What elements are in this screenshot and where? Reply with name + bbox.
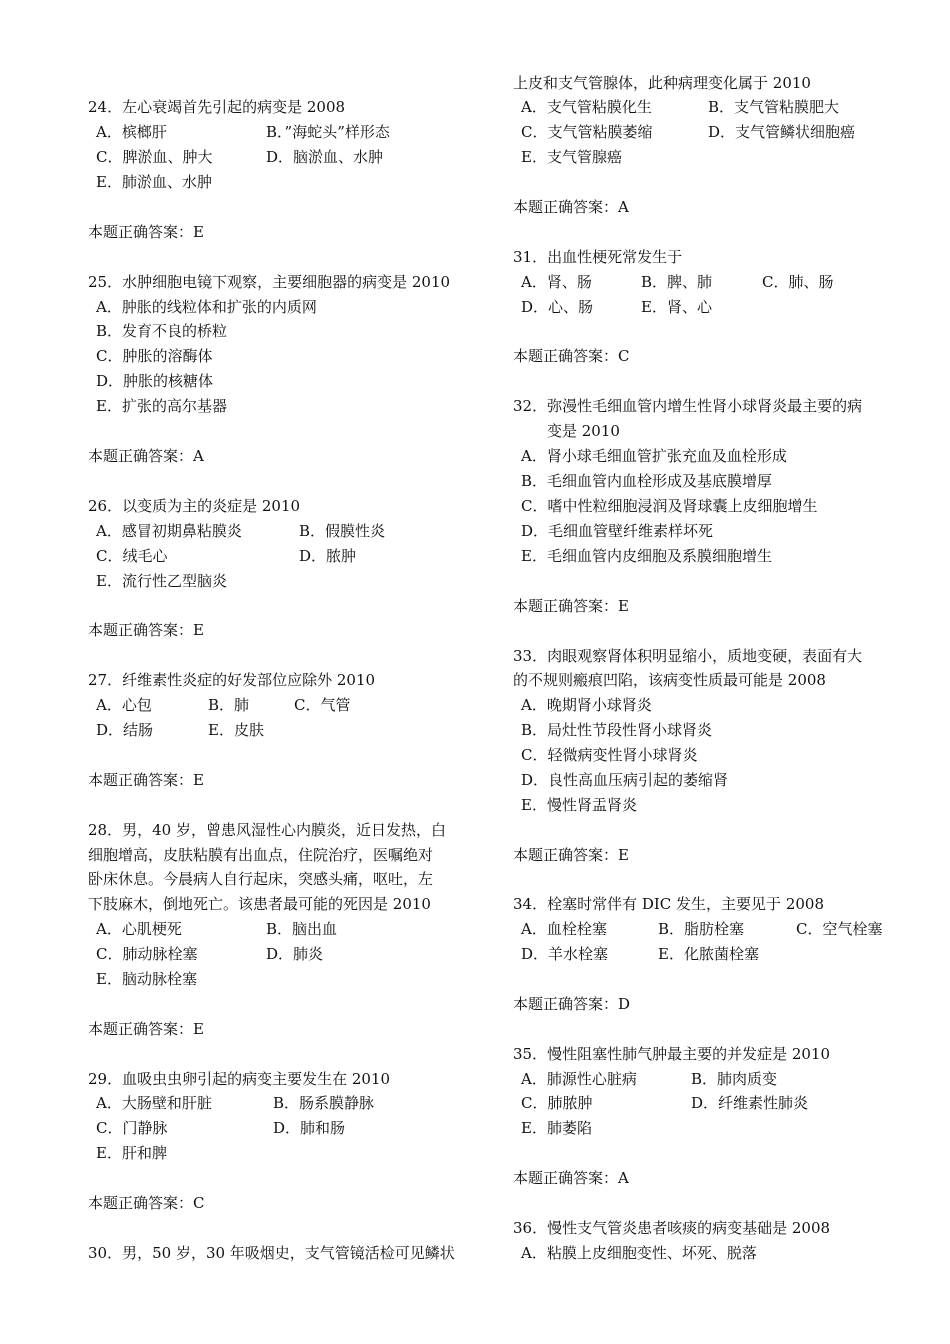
question-33-option-c: C．轻微病变性肾小球肾炎 <box>521 746 698 764</box>
question-34-option-b: B．脂肪栓塞 <box>658 920 745 938</box>
question-29-answer: 本题正确答案：C <box>88 1194 205 1212</box>
question-32-stem-line-1: 32．弥漫性毛细血管内增生性肾小球肾炎最主要的病 <box>513 397 863 415</box>
question-33-option-e: E．慢性肾盂肾炎 <box>521 796 637 814</box>
question-32-option-e: E．毛细血管内皮细胞及系膜细胞增生 <box>521 547 772 565</box>
question-28-stem-line-4: 下肢麻木，倒地死亡。该患者最可能的死因是 2010 <box>88 895 431 913</box>
question-30-stem-line-2: 上皮和支气管腺体，此种病理变化属于 2010 <box>513 74 811 92</box>
question-28-stem-line-2: 细胞增高，皮肤粘膜有出血点，住院治疗，医嘱绝对 <box>88 846 434 864</box>
question-26-option-a: A．感冒初期鼻粘膜炎 <box>96 522 242 540</box>
question-34-option-d: D．羊水栓塞 <box>521 945 609 963</box>
question-24-stem: 24．左心衰竭首先引起的病变是 2008 <box>88 98 346 116</box>
question-27-answer: 本题正确答案：E <box>88 771 204 789</box>
question-34-option-e: E．化脓菌栓塞 <box>658 945 759 963</box>
question-32-option-c: C．嗜中性粒细胞浸润及肾球囊上皮细胞增生 <box>521 497 818 515</box>
question-28-option-a: A．心肌梗死 <box>96 920 182 938</box>
question-26-stem: 26．以变质为主的炎症是 2010 <box>88 497 301 515</box>
question-24-option-a: A．槟榔肝 <box>96 123 167 141</box>
question-24-option-b: B．”海蛇头”样形态 <box>266 123 390 141</box>
question-29-option-b: B．肠系膜静脉 <box>273 1094 375 1112</box>
question-33-option-a: A．晚期肾小球肾炎 <box>521 696 652 714</box>
question-25-option-c: C．肿胀的溶酶体 <box>96 347 213 365</box>
question-27-option-c: C．气管 <box>294 696 351 714</box>
question-28-stem-line-3: 卧床休息。今晨病人自行起床，突感头痛，呕吐，左 <box>88 870 434 888</box>
question-35-option-a: A．肺源性心脏病 <box>521 1070 637 1088</box>
question-27-option-d: D．结肠 <box>96 721 154 739</box>
question-31-option-c: C．肺、肠 <box>762 273 834 291</box>
question-30-stem-line-1: 30．男，50 岁，30 年吸烟史，支气管镜活检可见鳞状 <box>88 1244 455 1262</box>
question-30-answer: 本题正确答案：A <box>513 198 629 216</box>
question-25-stem: 25．水肿细胞电镜下观察，主要细胞器的病变是 2010 <box>88 273 451 291</box>
question-33-stem-line-1: 33．肉眼观察肾体积明显缩小，质地变硬，表面有大 <box>513 647 863 665</box>
question-27-option-e: E．皮肤 <box>208 721 264 739</box>
question-36-stem: 36．慢性支气管炎患者咳痰的病变基础是 2008 <box>513 1219 831 1237</box>
question-30-option-d: D．支气管鳞状细胞癌 <box>708 123 856 141</box>
question-31-option-d: D．心、肠 <box>521 298 594 316</box>
question-33-stem-line-2: 的不规则瘢痕凹陷，该病变性质最可能是 2008 <box>513 671 826 689</box>
question-28-option-b: B．脑出血 <box>266 920 338 938</box>
question-33-option-d: D．良性高血压病引起的萎缩肾 <box>521 771 729 789</box>
question-26-option-b: B．假膜性炎 <box>299 522 386 540</box>
question-34-option-a: A．血栓栓塞 <box>521 920 607 938</box>
question-34-stem: 34．栓塞时常伴有 DIC 发生，主要见于 2008 <box>513 895 824 913</box>
question-30-option-a: A．支气管粘膜化生 <box>521 98 652 116</box>
question-26-answer: 本题正确答案：E <box>88 621 204 639</box>
question-33-answer: 本题正确答案：E <box>513 846 629 864</box>
question-28-option-e: E．脑动脉栓塞 <box>96 970 197 988</box>
question-30-option-b: B．支气管粘膜肥大 <box>708 98 840 116</box>
question-33-option-b: B．局灶性节段性肾小球肾炎 <box>521 721 713 739</box>
question-27-option-b: B．肺 <box>208 696 250 714</box>
question-24-option-e: E．肺淤血、水肿 <box>96 173 212 191</box>
question-28-answer: 本题正确答案：E <box>88 1020 204 1038</box>
question-25-answer: 本题正确答案：A <box>88 447 204 465</box>
question-30-option-e: E．支气管腺癌 <box>521 148 622 166</box>
question-32-answer: 本题正确答案：E <box>513 597 629 615</box>
question-25-option-a: A．肿胀的线粒体和扩张的内质网 <box>96 298 317 316</box>
question-36-option-a: A．粘膜上皮细胞变性、坏死、脱落 <box>521 1244 757 1262</box>
question-26-option-e: E．流行性乙型脑炎 <box>96 572 227 590</box>
question-35-option-c: C．肺脓肿 <box>521 1094 593 1112</box>
question-25-option-b: B．发育不良的桥粒 <box>96 322 228 340</box>
question-35-option-e: E．肺萎陷 <box>521 1119 592 1137</box>
question-26-option-c: C．绒毛心 <box>96 547 168 565</box>
question-31-stem: 31．出血性梗死常发生于 <box>513 248 683 266</box>
question-35-option-d: D．纤维素性肺炎 <box>691 1094 809 1112</box>
question-30-option-c: C．支气管粘膜萎缩 <box>521 123 653 141</box>
question-31-option-e: E．肾、心 <box>641 298 712 316</box>
question-25-option-d: D．肿胀的核糖体 <box>96 372 214 390</box>
question-31-option-a: A．肾、肠 <box>521 273 592 291</box>
question-27-option-a: A．心包 <box>96 696 152 714</box>
question-32-option-a: A．肾小球毛细血管扩张充血及血栓形成 <box>521 447 787 465</box>
question-32-option-d: D．毛细血管壁纤维素样坏死 <box>521 522 714 540</box>
question-29-stem: 29．血吸虫虫卵引起的病变主要发生在 2010 <box>88 1070 391 1088</box>
question-26-option-d: D．脓肿 <box>299 547 357 565</box>
question-29-option-a: A．大肠壁和肝脏 <box>96 1094 212 1112</box>
question-29-option-d: D．肺和肠 <box>273 1119 346 1137</box>
question-24-answer: 本题正确答案：E <box>88 223 204 241</box>
question-32-option-b: B．毛细血管内血栓形成及基底膜增厚 <box>521 472 773 490</box>
question-28-option-c: C．肺动脉栓塞 <box>96 945 198 963</box>
question-25-option-e: E．扩张的高尔基器 <box>96 397 227 415</box>
question-34-answer: 本题正确答案：D <box>513 995 631 1013</box>
question-35-answer: 本题正确答案：A <box>513 1169 629 1187</box>
question-28-option-d: D．肺炎 <box>266 945 324 963</box>
question-31-option-b: B．脾、肺 <box>641 273 713 291</box>
question-32-stem-line-2: 变是 2010 <box>547 422 620 440</box>
question-34-option-c: C．空气栓塞 <box>796 920 883 938</box>
question-24-option-d: D．脑淤血、水肿 <box>266 148 384 166</box>
question-29-option-c: C．门静脉 <box>96 1119 168 1137</box>
question-31-answer: 本题正确答案：C <box>513 347 630 365</box>
question-35-option-b: B．肺肉质变 <box>691 1070 778 1088</box>
question-28-stem-line-1: 28．男，40 岁，曾患风湿性心内膜炎，近日发热，白 <box>88 821 446 839</box>
question-27-stem: 27．纤维素性炎症的好发部位应除外 2010 <box>88 671 376 689</box>
question-24-option-c: C．脾淤血、肿大 <box>96 148 213 166</box>
question-35-stem: 35．慢性阻塞性肺气肿最主要的并发症是 2010 <box>513 1045 831 1063</box>
question-29-option-e: E．肝和脾 <box>96 1144 167 1162</box>
